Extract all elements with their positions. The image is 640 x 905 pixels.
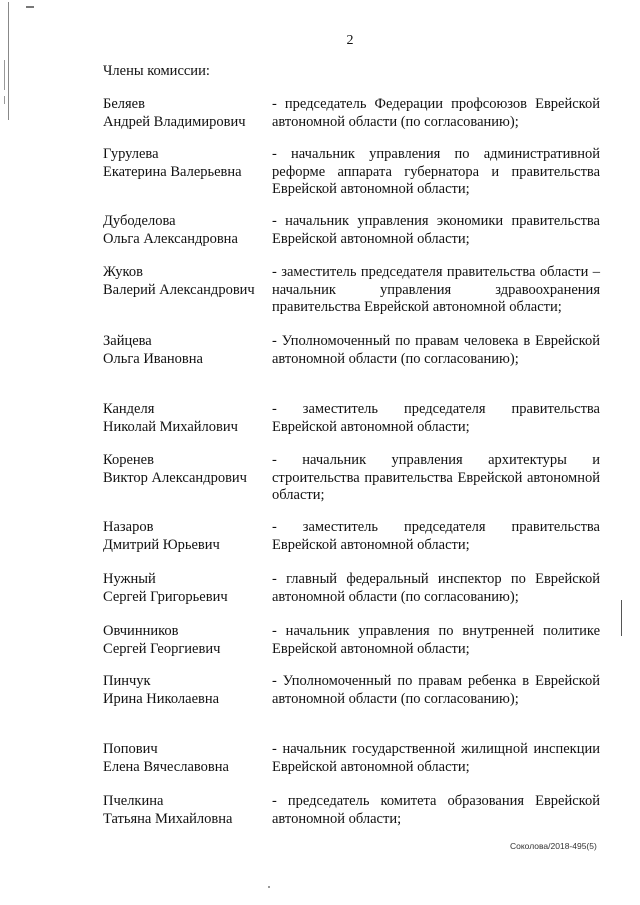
member-role: - начальник управления архитектуры и строительства правительства Еврейской автономной области; bbox=[272, 452, 600, 503]
member-name bbox=[103, 793, 268, 828]
member-given-names: Екатерина Валерьевна bbox=[103, 163, 242, 180]
corner-mark bbox=[26, 6, 34, 8]
member-given-names: Сергей Григорьевич bbox=[103, 588, 228, 605]
member-name bbox=[103, 264, 268, 299]
member-given-names: Ольга Ивановна bbox=[103, 350, 203, 367]
member-name bbox=[103, 519, 268, 554]
member-given-names: Валерий Александрович bbox=[103, 281, 255, 298]
member-surname: Беляев bbox=[103, 96, 145, 112]
member-surname: Дубоделова bbox=[103, 213, 176, 229]
member-given-names: Сергей Георгиевич bbox=[103, 640, 221, 657]
member-role: - заместитель председателя правительства Еврейской автономной области; bbox=[272, 519, 600, 553]
member-role: - Уполномоченный по правам ребенка в Еврейской автономной области (по согласованию); bbox=[272, 673, 600, 707]
section-title: Члены комиссии: bbox=[103, 63, 210, 79]
member-surname: Назаров bbox=[103, 519, 154, 535]
page-number: 2 bbox=[346, 33, 354, 48]
left-margin-rule bbox=[8, 2, 9, 120]
member-name bbox=[103, 623, 268, 658]
member-name bbox=[103, 146, 268, 181]
member-role: - председатель Федерации профсоюзов Еврейской автономной области (по согласованию); bbox=[272, 96, 600, 130]
member-name bbox=[103, 452, 268, 487]
left-margin-tick bbox=[4, 60, 5, 90]
member-surname: Жуков bbox=[103, 264, 143, 280]
member-surname: Овчинников bbox=[103, 623, 179, 639]
member-name bbox=[103, 96, 268, 131]
member-surname: Пчелкина bbox=[103, 793, 164, 809]
scan-speck bbox=[268, 886, 270, 888]
member-role: - председатель комитета образования Еврейской автономной области; bbox=[272, 793, 600, 827]
member-role: - Уполномоченный по правам человека в Еврейской автономной области (по согласованию); bbox=[272, 333, 600, 367]
member-role: - начальник управления экономики правительства Еврейской автономной области; bbox=[272, 213, 600, 247]
member-given-names: Ольга Александровна bbox=[103, 230, 238, 247]
member-role: - начальник государственной жилищной инспекции Еврейской автономной области; bbox=[272, 741, 600, 775]
left-margin-tick bbox=[4, 96, 5, 104]
member-given-names: Елена Вячеславовна bbox=[103, 758, 229, 775]
member-surname: Нужный bbox=[103, 571, 156, 587]
member-given-names: Виктор Александрович bbox=[103, 469, 247, 486]
member-given-names: Андрей Владимирович bbox=[103, 113, 246, 130]
member-given-names: Татьяна Михайловна bbox=[103, 810, 233, 827]
member-role: - главный федеральный инспектор по Еврейской автономной области (по согласованию); bbox=[272, 571, 600, 605]
member-surname: Канделя bbox=[103, 401, 155, 417]
member-surname: Коренев bbox=[103, 452, 154, 468]
member-role: - заместитель председателя правительства области – начальник управления здравоохранения правительства Еврейской автономной области; bbox=[272, 264, 600, 315]
member-name bbox=[103, 673, 268, 708]
member-name bbox=[103, 213, 268, 248]
member-given-names: Дмитрий Юрьевич bbox=[103, 536, 220, 553]
member-name bbox=[103, 401, 268, 436]
member-role: - начальник управления по внутренней политике Еврейской автономной области; bbox=[272, 623, 600, 657]
member-name bbox=[103, 741, 268, 776]
member-role: - начальник управления по административной реформе аппарата губернатора и правительства Еврейской автономной области; bbox=[272, 146, 600, 197]
member-name bbox=[103, 333, 268, 368]
member-role: - заместитель председателя правительства Еврейской автономной области; bbox=[272, 401, 600, 435]
member-surname: Гурулева bbox=[103, 146, 159, 162]
member-surname: Зайцева bbox=[103, 333, 152, 349]
member-surname: Пинчук bbox=[103, 673, 151, 689]
right-margin-rule bbox=[621, 600, 622, 636]
member-given-names: Ирина Николаевна bbox=[103, 690, 220, 707]
footer-reference: Соколова/2018-495(5) bbox=[510, 841, 597, 851]
member-given-names: Николай Михайлович bbox=[103, 418, 238, 435]
member-surname: Попович bbox=[103, 741, 158, 757]
member-name bbox=[103, 571, 268, 606]
